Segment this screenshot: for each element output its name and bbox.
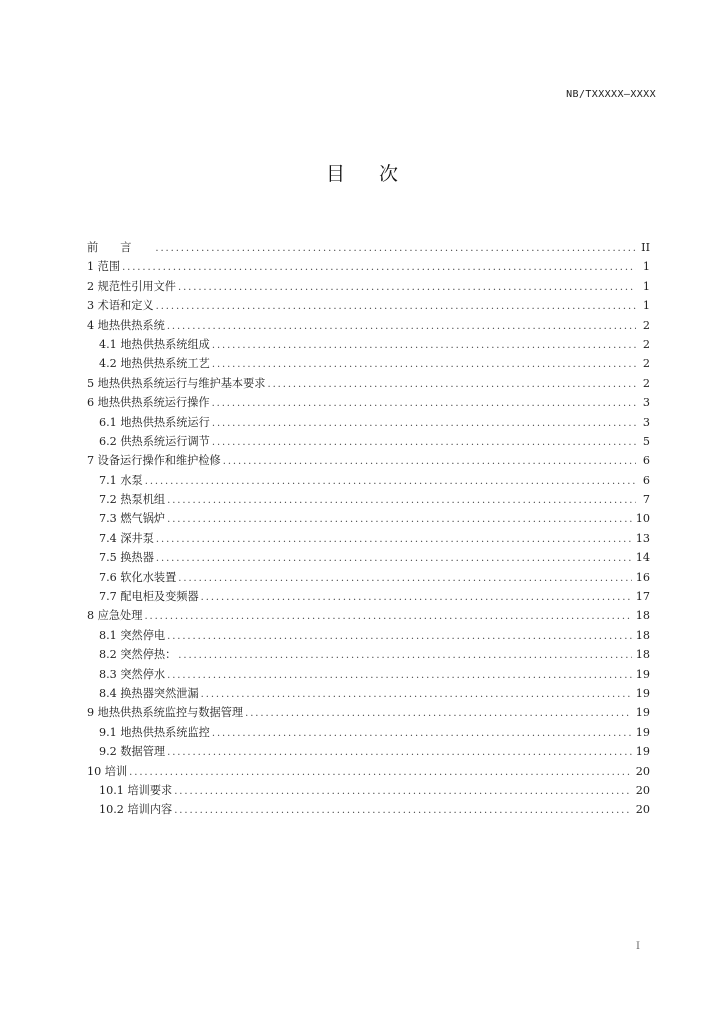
toc-entry-label: 2 规范性引用文件 — [87, 279, 176, 293]
toc-entry-label: 9.2 数据管理 — [99, 745, 166, 759]
toc-entry[interactable] — [87, 493, 650, 512]
toc-entry-label: 10.1 培训要求 — [99, 783, 173, 797]
toc-leader-dots — [145, 475, 636, 489]
toc-entry[interactable] — [87, 765, 650, 784]
toc-entry[interactable] — [87, 803, 650, 822]
toc-entry[interactable] — [87, 648, 650, 667]
toc-entry-label: 9.1 地热供热系统监控 — [99, 725, 210, 739]
toc-entry-label: 7.2 热泵机组 — [99, 493, 166, 507]
toc-entry-page: 1 — [642, 260, 650, 274]
toc-entry-label: 前言 — [87, 241, 154, 254]
toc-leader-dots — [174, 804, 632, 818]
toc-leader-dots — [212, 417, 636, 431]
toc-entry[interactable] — [87, 551, 650, 570]
toc-entry-page: 7 — [642, 493, 650, 507]
toc-leader-dots — [268, 378, 637, 392]
toc-entry-page: 19 — [635, 706, 650, 720]
toc-entry[interactable] — [87, 435, 650, 454]
toc-leader-dots — [212, 436, 636, 450]
toc-leader-dots — [156, 300, 636, 314]
toc-entry[interactable] — [87, 784, 650, 803]
toc-entry-page: 19 — [635, 745, 650, 759]
toc-entry[interactable] — [87, 474, 650, 493]
toc-entry[interactable] — [87, 726, 650, 745]
toc-entry-label: 6 地热供热系统运行操作 — [87, 396, 210, 410]
toc-entry-page: 14 — [635, 551, 650, 565]
toc-entry-label: 10 培训 — [87, 764, 128, 778]
toc-entry-page: 20 — [635, 783, 650, 797]
toc-entry-page: 19 — [635, 667, 650, 681]
toc-leader-dots — [245, 707, 632, 721]
toc-entry[interactable] — [87, 687, 650, 706]
toc-leader-dots — [167, 630, 632, 644]
toc-entry-page: 18 — [635, 628, 650, 642]
toc-leader-dots — [167, 746, 632, 760]
toc-entry-page: 3 — [642, 396, 650, 410]
toc-leader-dots — [156, 552, 632, 566]
toc-leader-dots — [156, 533, 632, 547]
toc-entry[interactable] — [87, 512, 650, 531]
toc-entry[interactable] — [87, 416, 650, 435]
toc-leader-dots — [223, 455, 636, 469]
toc-entry-page: 2 — [642, 337, 650, 351]
toc-leader-dots — [201, 688, 632, 702]
toc-entry-page: 20 — [635, 803, 650, 817]
toc-leader-dots — [212, 727, 632, 741]
toc-entry[interactable] — [87, 357, 650, 376]
toc-entry-label: 1 范围 — [87, 260, 121, 274]
toc-leader-dots — [212, 397, 636, 411]
toc-entry-page: 2 — [642, 318, 650, 332]
toc-entry-label: 7.7 配电柜及变频器 — [99, 590, 199, 604]
toc-entry-page: 3 — [642, 415, 650, 429]
document-code: NB/TXXXXX—XXXX — [566, 89, 656, 100]
toc-leader-dots — [122, 261, 636, 275]
toc-entry-label: 9 地热供热系统监控与数据管理 — [87, 706, 244, 720]
toc-entry-page: 5 — [642, 434, 650, 448]
toc-entry-label: 10.2 培训内容 — [99, 803, 173, 817]
toc-leader-dots — [167, 513, 632, 527]
toc-entry-page: 16 — [635, 570, 650, 584]
toc-entry-page: 17 — [635, 590, 650, 604]
toc-entry-label: 6.1 地热供热系统运行 — [99, 415, 210, 429]
toc-entry[interactable] — [87, 590, 650, 609]
toc-entry-label: 7.3 燃气锅炉 — [99, 512, 166, 526]
toc-entry[interactable] — [87, 319, 650, 338]
toc-entry[interactable] — [87, 668, 650, 687]
toc-entry[interactable] — [87, 241, 650, 260]
toc-entry[interactable] — [87, 745, 650, 764]
toc-entry-label: 8.2 突然停热： — [99, 648, 177, 662]
toc-entry[interactable] — [87, 377, 650, 396]
table-of-contents — [87, 241, 650, 823]
toc-entry-label: 4.1 地热供热系统组成 — [99, 337, 210, 351]
toc-entry[interactable] — [87, 706, 650, 725]
toc-entry-label: 6.2 供热系统运行调节 — [99, 434, 210, 448]
toc-leader-dots — [212, 358, 636, 372]
toc-leader-dots — [201, 591, 632, 605]
toc-entry-label: 8.3 突然停水 — [99, 667, 166, 681]
toc-entry[interactable] — [87, 280, 650, 299]
toc-entry-label: 8.1 突然停电 — [99, 628, 166, 642]
toc-entry[interactable] — [87, 629, 650, 648]
toc-leader-dots — [155, 242, 636, 256]
toc-leader-dots — [167, 669, 632, 683]
toc-entry-label: 7.5 换热器 — [99, 551, 154, 565]
toc-entry-label: 8 应急处理 — [87, 609, 143, 623]
toc-entry-label: 7.4 深井泵 — [99, 531, 154, 545]
toc-entry-label: 4.2 地热供热系统工艺 — [99, 357, 210, 371]
toc-leader-dots — [167, 320, 636, 334]
toc-leader-dots — [129, 766, 632, 780]
toc-entry-page: II — [641, 241, 650, 254]
toc-leader-dots — [212, 339, 636, 353]
toc-entry-page: 2 — [642, 357, 650, 371]
toc-leader-dots — [178, 281, 636, 295]
toc-entry-page: 6 — [642, 473, 650, 487]
toc-entry[interactable] — [87, 454, 650, 473]
toc-leader-dots — [144, 610, 631, 624]
toc-entry-label: 7.1 水泵 — [99, 473, 143, 487]
toc-entry-page: 20 — [635, 764, 650, 778]
toc-entry[interactable] — [87, 260, 650, 279]
toc-entry-label: 7.6 软化水装置 — [99, 570, 177, 584]
toc-entry-label: 5 地热供热系统运行与维护基本要求 — [87, 376, 266, 390]
toc-leader-dots — [167, 494, 636, 508]
toc-entry[interactable] — [87, 609, 650, 628]
toc-entry[interactable] — [87, 532, 650, 551]
toc-entry-label: 3 术语和定义 — [87, 299, 154, 313]
toc-leader-dots — [178, 572, 631, 586]
toc-leader-dots — [174, 785, 632, 799]
toc-entry[interactable] — [87, 299, 650, 318]
toc-entry-label: 7 设备运行操作和维护检修 — [87, 454, 221, 468]
toc-entry-page: 18 — [635, 648, 650, 662]
toc-entry[interactable] — [87, 571, 650, 590]
toc-entry-page: 13 — [635, 531, 650, 545]
toc-title: 目次 — [325, 163, 432, 185]
toc-entry[interactable] — [87, 396, 650, 415]
toc-entry-page: 18 — [635, 609, 650, 623]
toc-leader-dots — [178, 649, 631, 663]
toc-entry-label: 4 地热供热系统 — [87, 318, 165, 332]
toc-entry-page: 1 — [642, 299, 650, 313]
toc-entry-label: 8.4 换热器突然泄漏 — [99, 686, 199, 700]
toc-entry-page: 19 — [635, 686, 650, 700]
toc-entry-page: 19 — [635, 725, 650, 739]
toc-entry-page: 6 — [642, 454, 650, 468]
page-number: I — [636, 941, 640, 952]
toc-entry[interactable] — [87, 338, 650, 357]
toc-entry-page: 10 — [635, 512, 650, 526]
toc-entry-page: 1 — [642, 279, 650, 293]
toc-entry-page: 2 — [642, 376, 650, 390]
